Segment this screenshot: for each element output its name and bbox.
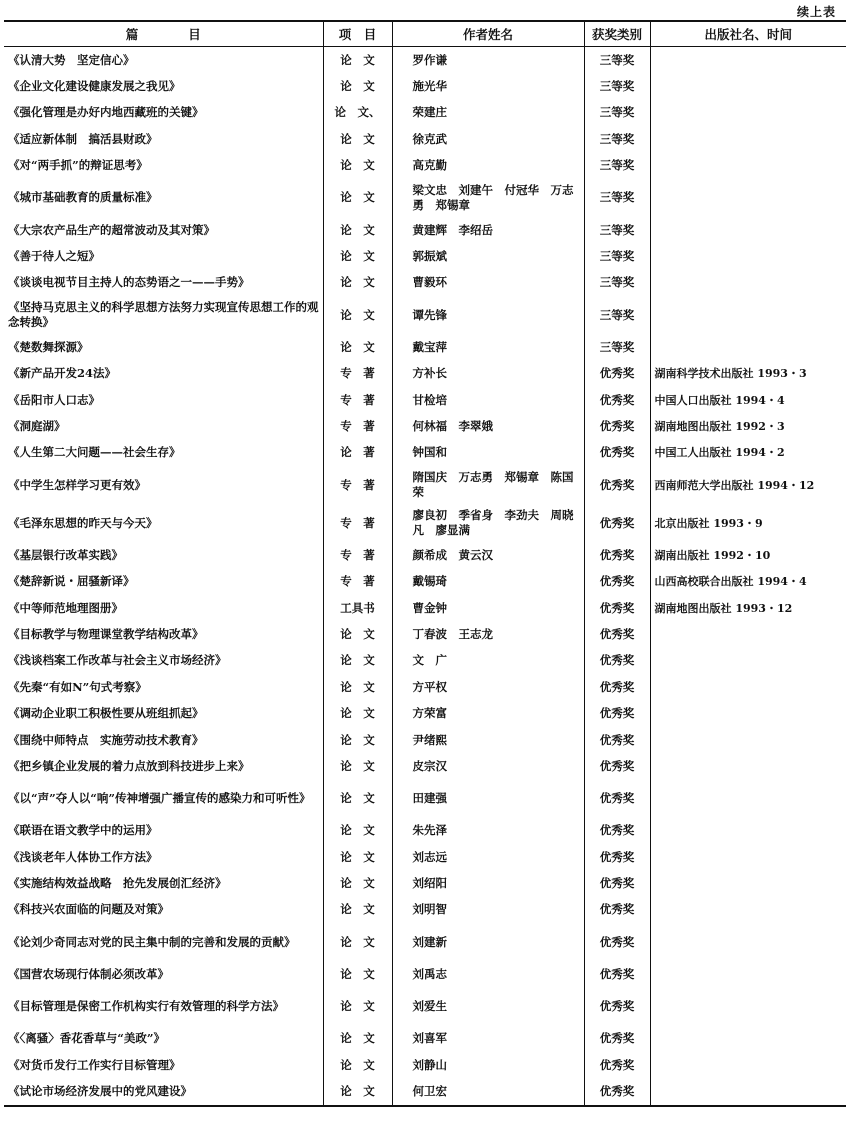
cell-award: 优秀奖 [584, 727, 650, 753]
cell-title: 《强化管理是办好内地西藏班的关键》 [8, 105, 204, 120]
cell-publisher [650, 753, 846, 779]
cell-title: 《把乡镇企业发展的着力点放到科技进步上来》 [8, 758, 250, 773]
cell-publisher [650, 648, 846, 674]
cell-type: 论 文 [323, 923, 392, 961]
cell-publisher: 湖南地图出版社 1992・3 [650, 413, 846, 439]
cell-title: 《国营农场现行体制必须改革》 [8, 966, 169, 981]
cell-type: 论 文 [323, 844, 392, 870]
cell-publisher [650, 334, 846, 360]
cell-award: 优秀奖 [584, 361, 650, 387]
cell-publisher [650, 844, 846, 870]
cell-award: 优秀奖 [584, 1078, 650, 1105]
table-row [4, 1078, 846, 1105]
cell-award: 三等奖 [584, 243, 650, 269]
cell-title: 《浅谈老年人体协工作方法》 [8, 849, 158, 864]
cell-author: 曹毅环 [392, 270, 584, 296]
cell-publisher: 山西高校联合出版社 1994・4 [650, 568, 846, 594]
cell-author: 尹绪熙 [392, 727, 584, 753]
cell-award: 优秀奖 [584, 542, 650, 568]
cell-author: 施光华 [392, 73, 584, 99]
table-row [4, 100, 846, 126]
table-row [4, 413, 846, 439]
table-row [4, 780, 846, 818]
cell-publisher: 湖南地图出版社 1993・12 [650, 595, 846, 621]
cell-author: 方荣富 [392, 700, 584, 726]
cell-award: 优秀奖 [584, 818, 650, 844]
cell-type: 论 文 [323, 47, 392, 74]
cell-title: 《大宗农产品生产的超常波动及其对策》 [8, 222, 215, 237]
cell-type: 论 著 [323, 440, 392, 466]
table-row [4, 243, 846, 269]
cell-award: 优秀奖 [584, 504, 650, 542]
table-row [4, 700, 846, 726]
cell-author: 隋国庆 万志勇 郑锡章 陈国荣 [392, 466, 584, 504]
cell-author: 方平权 [392, 674, 584, 700]
table-row [4, 466, 846, 504]
cell-type: 论 文 [323, 270, 392, 296]
cell-publisher: 西南师范大学出版社 1994・12 [650, 466, 846, 504]
awards-table [4, 20, 846, 1107]
cell-type: 专 著 [323, 568, 392, 594]
cell-publisher [650, 988, 846, 1026]
table-row [4, 870, 846, 896]
cell-title: 《科技兴农面临的问题及对策》 [8, 902, 169, 917]
cell-type: 论 文 [323, 870, 392, 896]
cell-title: 《联语在语文教学中的运用》 [8, 823, 158, 838]
table-row [4, 73, 846, 99]
cell-author: 戴锡琦 [392, 568, 584, 594]
cell-type: 论 文 [323, 1052, 392, 1078]
table-row [4, 1052, 846, 1078]
cell-title: 《城市基础教育的质量标准》 [8, 190, 158, 205]
cell-author: 刘明智 [392, 897, 584, 923]
cell-award: 三等奖 [584, 47, 650, 74]
cell-type: 专 著 [323, 466, 392, 504]
cell-type: 论 文 [323, 334, 392, 360]
cell-type: 论 文 [323, 296, 392, 334]
table-row [4, 361, 846, 387]
cell-title: 《洞庭湖》 [8, 418, 66, 433]
cell-author: 刘禹志 [392, 961, 584, 987]
cell-publisher: 中国人口出版社 1994・4 [650, 387, 846, 413]
table-row [4, 897, 846, 923]
cell-award: 优秀奖 [584, 413, 650, 439]
cell-title: 《新产品开发24法》 [8, 366, 117, 381]
cell-award: 三等奖 [584, 270, 650, 296]
cell-author: 钟国和 [392, 440, 584, 466]
cell-publisher [650, 818, 846, 844]
cell-author: 梁文忠 刘建午 付冠华 万志勇 郑锡章 [392, 179, 584, 217]
cell-title: 《目标管理是保密工作机构实行有效管理的科学方法》 [8, 999, 284, 1014]
cell-title: 《先秦“有如N”句式考察》 [8, 679, 147, 694]
cell-type: 论 文 [323, 988, 392, 1026]
cell-author: 朱先泽 [392, 818, 584, 844]
cell-title: 《基层银行改革实践》 [8, 547, 123, 562]
cell-publisher [650, 897, 846, 923]
cell-type: 论 文 [323, 674, 392, 700]
cell-award: 优秀奖 [584, 870, 650, 896]
cell-publisher [650, 870, 846, 896]
cell-type: 专 著 [323, 542, 392, 568]
cell-type: 论 文、 [323, 100, 392, 126]
table-row [4, 727, 846, 753]
cell-publisher [650, 780, 846, 818]
cell-type: 论 文 [323, 780, 392, 818]
cell-author: 皮宗汉 [392, 753, 584, 779]
cell-publisher: 湖南出版社 1992・10 [650, 542, 846, 568]
header-title: 篇 目 [4, 21, 323, 47]
cell-award: 优秀奖 [584, 753, 650, 779]
cell-publisher [650, 1078, 846, 1105]
cell-type: 论 文 [323, 961, 392, 987]
cell-author: 刘爱生 [392, 988, 584, 1026]
cell-title: 《岳阳市人口志》 [8, 392, 100, 407]
cell-author: 廖良初 季省身 李劲夫 周晓凡 廖显满 [392, 504, 584, 542]
cell-type: 论 文 [323, 217, 392, 243]
cell-author: 何林福 李翠娥 [392, 413, 584, 439]
cell-publisher [650, 126, 846, 152]
cell-publisher [650, 243, 846, 269]
table-row [4, 753, 846, 779]
cell-award: 优秀奖 [584, 780, 650, 818]
cell-title: 《中学生怎样学习更有效》 [8, 477, 146, 492]
table-row [4, 674, 846, 700]
cell-type: 论 文 [323, 179, 392, 217]
table-row [4, 296, 846, 334]
cell-award: 优秀奖 [584, 387, 650, 413]
cell-author: 罗作谦 [392, 47, 584, 74]
cell-publisher [650, 179, 846, 217]
cell-type: 专 著 [323, 387, 392, 413]
cell-publisher [650, 270, 846, 296]
cell-award: 三等奖 [584, 217, 650, 243]
cell-title: 《调动企业职工积极性要从班组抓起》 [8, 706, 204, 721]
table-row [4, 923, 846, 961]
table-row [4, 621, 846, 647]
header-publisher: 出版社名、时间 [650, 21, 846, 47]
cell-title: 《中等师范地理图册》 [8, 600, 123, 615]
cell-title: 《以“声”夺人以“响”传神增强广播宣传的感染力和可听性》 [8, 791, 311, 806]
cell-author: 荣建庄 [392, 100, 584, 126]
cell-title: 《人生第二大问题——社会生存》 [8, 445, 181, 460]
table-row [4, 387, 846, 413]
cell-title: 《坚持马克思主义的科学思想方法努力实现宣传思想工作的观念转换》 [8, 300, 319, 330]
cell-publisher [650, 153, 846, 179]
cell-title: 《对货币发行工作实行目标管理》 [8, 1057, 181, 1072]
cell-award: 三等奖 [584, 126, 650, 152]
cell-award: 优秀奖 [584, 897, 650, 923]
cell-author: 刘静山 [392, 1052, 584, 1078]
table-row [4, 504, 846, 542]
table-row [4, 334, 846, 360]
cell-author: 田建强 [392, 780, 584, 818]
table-row [4, 440, 846, 466]
cell-author: 戴宝萍 [392, 334, 584, 360]
cell-award: 三等奖 [584, 153, 650, 179]
cell-award: 优秀奖 [584, 621, 650, 647]
cell-publisher: 湖南科学技术出版社 1993・3 [650, 361, 846, 387]
cell-type: 论 文 [323, 243, 392, 269]
cell-publisher [650, 1026, 846, 1052]
cell-award: 优秀奖 [584, 568, 650, 594]
cell-author: 刘绍阳 [392, 870, 584, 896]
table-row [4, 126, 846, 152]
table-row [4, 217, 846, 243]
cell-title: 《认清大势 坚定信心》 [8, 52, 135, 67]
table-row [4, 542, 846, 568]
cell-type: 论 文 [323, 897, 392, 923]
cell-author: 甘检培 [392, 387, 584, 413]
cell-author: 方补长 [392, 361, 584, 387]
table-row [4, 818, 846, 844]
cell-award: 三等奖 [584, 334, 650, 360]
cell-type: 论 文 [323, 621, 392, 647]
header-author: 作者姓名 [392, 21, 584, 47]
cell-author: 谭先锋 [392, 296, 584, 334]
cell-type: 论 文 [323, 1078, 392, 1105]
cell-award: 优秀奖 [584, 700, 650, 726]
table-row [4, 844, 846, 870]
cell-title: 《实施结构效益战略 抢先发展创汇经济》 [8, 876, 227, 891]
cell-publisher: 中国工人出版社 1994・2 [650, 440, 846, 466]
cell-author: 丁春波 王志龙 [392, 621, 584, 647]
cell-title: 《企业文化建设健康发展之我见》 [8, 79, 181, 94]
cell-publisher [650, 1052, 846, 1078]
cell-title: 《楚辞新说・屈骚新译》 [8, 574, 135, 589]
table-row [4, 179, 846, 217]
cell-author: 郭振斌 [392, 243, 584, 269]
table-row [4, 153, 846, 179]
table-row [4, 961, 846, 987]
cell-award: 优秀奖 [584, 674, 650, 700]
cell-author: 文 广 [392, 648, 584, 674]
cell-award: 三等奖 [584, 179, 650, 217]
cell-author: 黄建辉 李绍岳 [392, 217, 584, 243]
cell-award: 优秀奖 [584, 595, 650, 621]
cell-author: 刘志远 [392, 844, 584, 870]
cell-type: 论 文 [323, 727, 392, 753]
cell-publisher [650, 700, 846, 726]
cell-type: 论 文 [323, 1026, 392, 1052]
cell-title: 《试论市场经济发展中的党风建设》 [4, 1078, 323, 1105]
cell-publisher [650, 961, 846, 987]
cell-author: 颜希成 黄云汉 [392, 542, 584, 568]
header-type: 项 目 [323, 21, 392, 47]
cell-publisher [650, 727, 846, 753]
cell-type: 论 文 [323, 700, 392, 726]
cell-publisher: 北京出版社 1993・9 [650, 504, 846, 542]
cell-type: 论 文 [323, 153, 392, 179]
cell-publisher [650, 674, 846, 700]
cell-type: 专 著 [323, 413, 392, 439]
table-row [4, 47, 846, 74]
cell-award: 优秀奖 [584, 440, 650, 466]
cell-award: 三等奖 [584, 100, 650, 126]
cell-title: 《适应新体制 搞活县财政》 [8, 131, 158, 146]
cell-award: 优秀奖 [584, 1026, 650, 1052]
cell-publisher [650, 621, 846, 647]
cell-title: 《目标教学与物理课堂教学结构改革》 [8, 626, 204, 641]
cell-title: 《对“两手抓”的辩证思考》 [8, 158, 148, 173]
cell-type: 专 著 [323, 504, 392, 542]
cell-award: 优秀奖 [584, 844, 650, 870]
cell-title: 《围绕中师特点 实施劳动技术教育》 [8, 732, 204, 747]
table-row [4, 988, 846, 1026]
cell-publisher [650, 296, 846, 334]
cell-author: 高克勤 [392, 153, 584, 179]
cell-publisher [650, 47, 846, 74]
cell-title: 《谈谈电视节目主持人的态势语之一——手势》 [8, 275, 250, 290]
cell-publisher [650, 100, 846, 126]
header-award: 获奖类别 [584, 21, 650, 47]
table-row [4, 270, 846, 296]
cell-type: 论 文 [323, 648, 392, 674]
cell-title: 《论刘少奇同志对党的民主集中制的完善和发展的贡献》 [8, 934, 296, 949]
cell-title: 《楚数舞探源》 [8, 339, 89, 354]
cell-award: 优秀奖 [584, 466, 650, 504]
cell-award: 优秀奖 [584, 923, 650, 961]
cell-type: 专 著 [323, 361, 392, 387]
cell-type: 论 文 [323, 73, 392, 99]
cell-title: 《〈离骚〉香花香草与“美政”》 [8, 1031, 165, 1046]
cell-type: 工具书 [323, 595, 392, 621]
cell-award: 优秀奖 [584, 961, 650, 987]
cell-type: 论 文 [323, 126, 392, 152]
cell-author: 徐克武 [392, 126, 584, 152]
table-row [4, 568, 846, 594]
cell-author: 曹金钟 [392, 595, 584, 621]
cell-title: 《善于待人之短》 [8, 249, 100, 264]
cell-author: 何卫宏 [392, 1078, 584, 1105]
continued-label: 续上表 [796, 5, 836, 19]
cell-title: 《毛泽东思想的昨天与今天》 [8, 515, 158, 530]
table-row [4, 1026, 846, 1052]
cell-author: 刘喜军 [392, 1026, 584, 1052]
cell-publisher [650, 923, 846, 961]
header-row [4, 21, 846, 47]
cell-type: 论 文 [323, 818, 392, 844]
cell-author: 刘建新 [392, 923, 584, 961]
cell-award: 三等奖 [584, 296, 650, 334]
cell-award: 三等奖 [584, 73, 650, 99]
cell-publisher [650, 217, 846, 243]
cell-publisher [650, 73, 846, 99]
cell-award: 优秀奖 [584, 988, 650, 1026]
cell-title: 《浅谈档案工作改革与社会主义市场经济》 [8, 653, 227, 668]
table-row [4, 595, 846, 621]
cell-award: 优秀奖 [584, 648, 650, 674]
table-row [4, 648, 846, 674]
cell-type: 论 文 [323, 753, 392, 779]
cell-award: 优秀奖 [584, 1052, 650, 1078]
